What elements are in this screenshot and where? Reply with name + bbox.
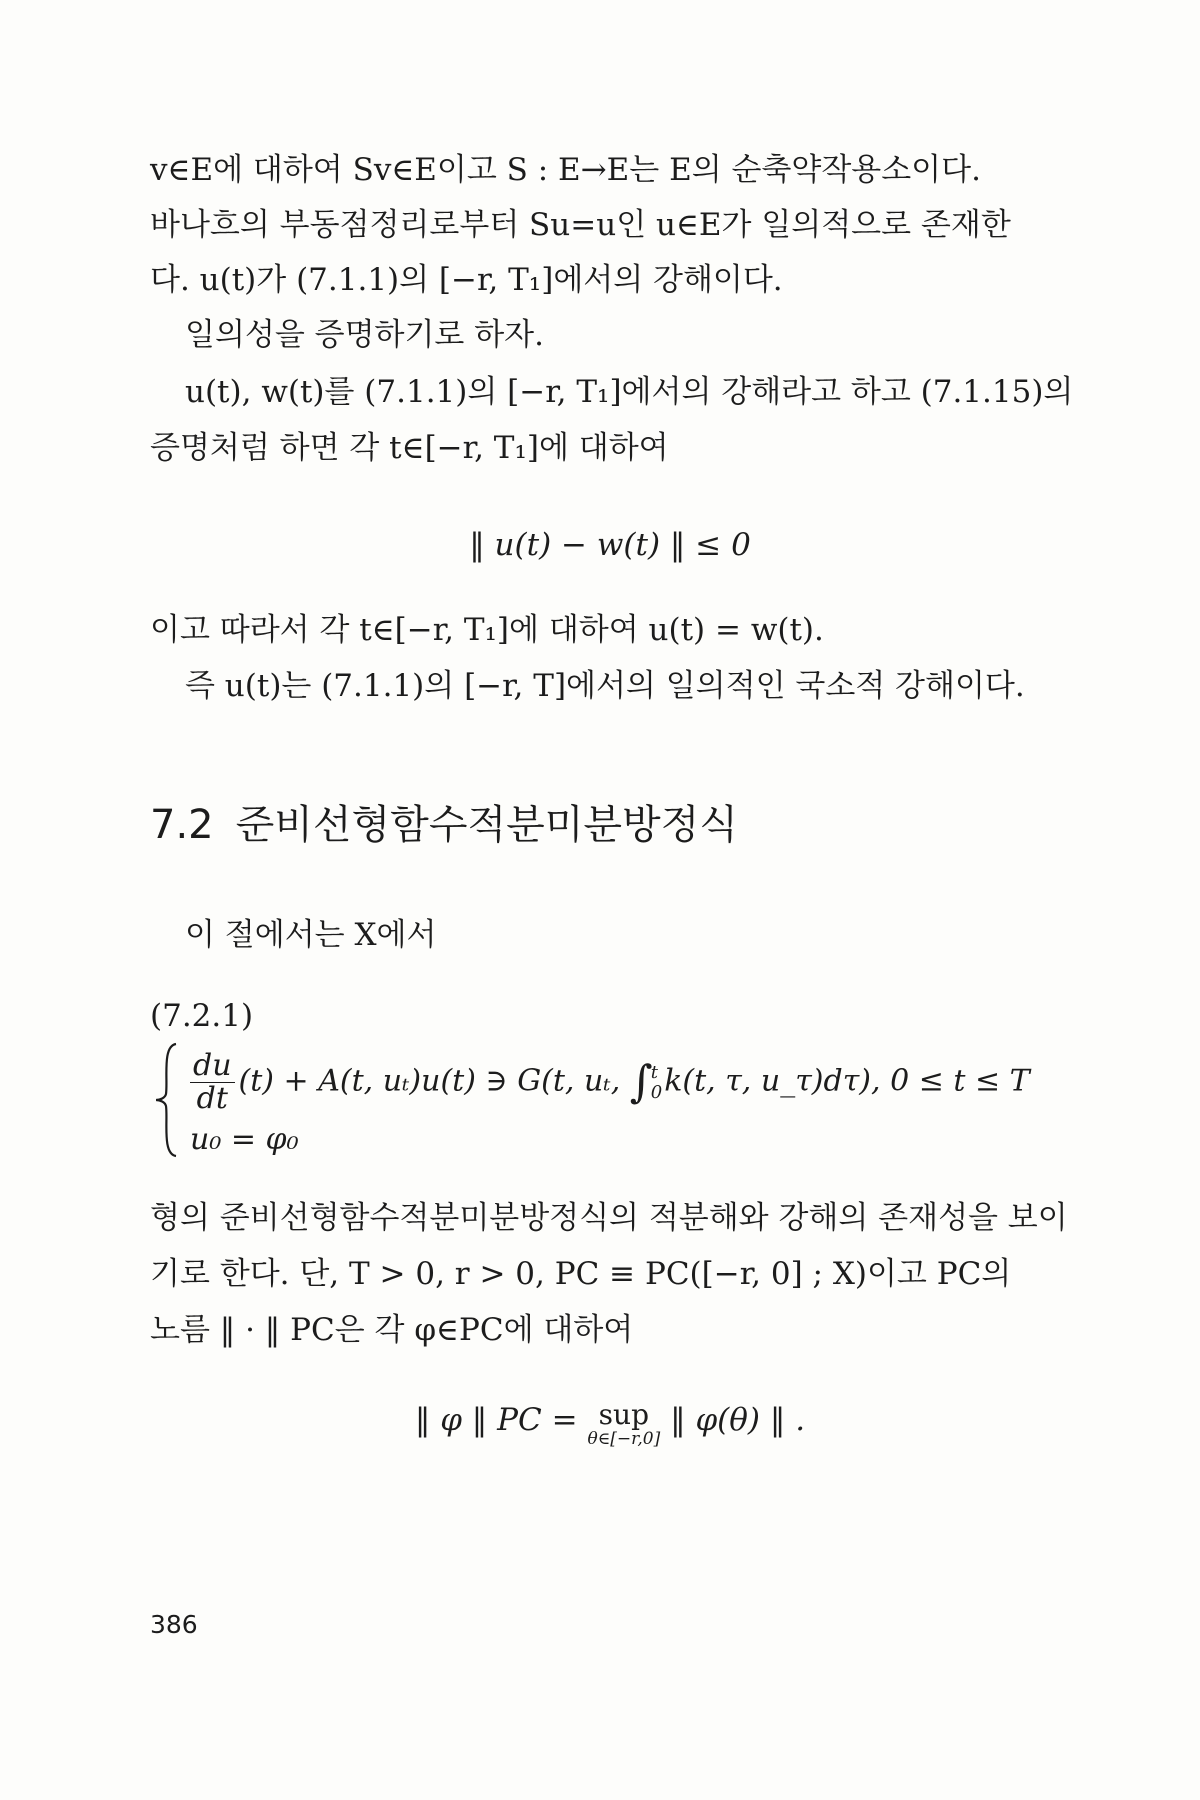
section-title: 준비선형함수적분미분방정식 xyxy=(235,802,738,848)
fraction xyxy=(190,1050,235,1115)
equation-text: k(t, τ, u_τ)dτ), 0 ≤ t ≤ T xyxy=(664,1063,1030,1099)
paragraph-line: 다. u(t)가 (7.1.1)의 [−r, T₁]에서의 강해이다. xyxy=(150,262,783,298)
display-equation: ‖ u(t) − w(t) ‖ ≤ 0 xyxy=(469,527,751,563)
sup-text: sup xyxy=(598,1398,649,1431)
paragraph-line: u(t), w(t)를 (7.1.1)의 [−r, T₁]에서의 강해라고 하고 (7.1.15)의 xyxy=(185,374,1074,410)
equation-line-2: u₀ = φ₀ xyxy=(190,1122,299,1157)
sup-operator xyxy=(587,1400,660,1448)
equation-text: ‖ φ ‖ PC = xyxy=(414,1402,578,1438)
paragraph-line: 기로 한다. 단, T > 0, r > 0, PC ≡ PC([−r, 0] ; X)이고 PC의 xyxy=(150,1256,1012,1292)
upper-limit: t xyxy=(650,1061,658,1083)
lower-limit: 0 xyxy=(650,1081,663,1103)
section-number: 7.2 xyxy=(150,802,214,848)
section-heading xyxy=(150,800,738,850)
paragraph-line: v∈E에 대하여 Sv∈E이고 S : E→E는 E의 순축약작용소이다. xyxy=(150,152,981,188)
paragraph-line: 형의 준비선형함수적분미분방정식의 적분해와 강해의 존재성을 보이 xyxy=(150,1200,1068,1236)
equation-line-1 xyxy=(190,1050,1030,1115)
equation-system xyxy=(150,1040,1080,1160)
sup-subscript: θ∈[−r,0] xyxy=(587,1429,661,1449)
paragraph-line: 이고 따라서 각 t∈[−r, T₁]에 대하여 u(t) = w(t). xyxy=(150,612,824,648)
fraction-denominator: dt xyxy=(196,1081,228,1116)
equation-label: (7.2.1) xyxy=(150,998,254,1034)
paragraph-line: 일의성을 증명하기로 하자. xyxy=(185,317,544,353)
display-equation xyxy=(150,1400,1070,1448)
paragraph-line: 이 절에서는 X에서 xyxy=(185,917,437,953)
equation-text: (t) + A(t, uₜ)u(t) ∋ G(t, uₜ, xyxy=(238,1063,621,1099)
page-number: 386 xyxy=(150,1610,198,1639)
fraction-numerator: du xyxy=(190,1050,235,1083)
integral-limits xyxy=(651,1063,662,1103)
paragraph-line: 노름 ‖ · ‖ PC은 각 φ∈PC에 대하여 xyxy=(150,1312,634,1348)
integral-icon: ∫ xyxy=(629,1056,653,1108)
brace-icon xyxy=(150,1040,184,1160)
equation-text: ‖ φ(θ) ‖ . xyxy=(670,1402,806,1438)
paragraph-line: 즉 u(t)는 (7.1.1)의 [−r, T]에서의 일의적인 국소적 강해이다. xyxy=(185,668,1025,704)
paragraph-line: 증명처럼 하면 각 t∈[−r, T₁]에 대하여 xyxy=(150,430,669,466)
paragraph-line: 바나흐의 부동점정리로부터 Su=u인 u∈E가 일의적으로 존재한 xyxy=(150,207,1011,243)
